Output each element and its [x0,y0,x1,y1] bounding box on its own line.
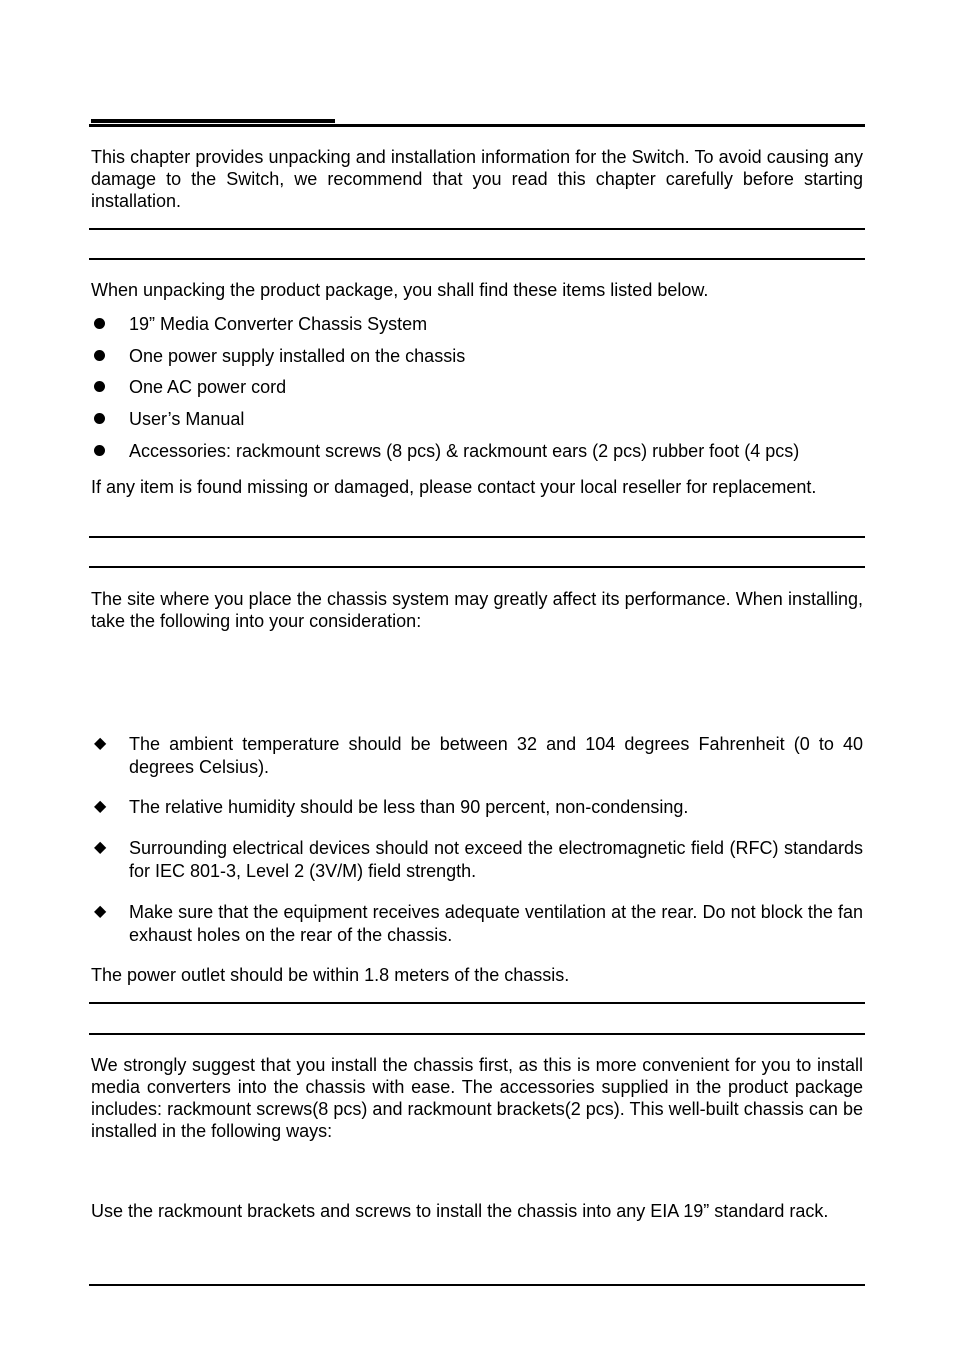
section-rule-top [89,228,865,230]
filled-circle-bullet-icon [94,413,105,424]
power-outlet-note: The power outlet should be within 1.8 meters of the chassis. [91,965,570,985]
list-item-text: Make sure that the equipment receives adequate ventilation at the rear. Do not block the fan exhaust holes on the rear of the chassis. [129,902,863,945]
list-item-text: One power supply installed on the chassis [129,346,466,366]
filled-circle-bullet-icon [94,318,105,329]
section-rule-bottom [89,566,865,568]
list-item-text: Surrounding electrical devices should not exceed the electromagnetic field (RFC) standards for IEC 801-3, Level 2 (3V/M) field strength. [129,838,863,881]
diamond-bullet-icon: ◆ [94,903,107,920]
chapter-heading-rule [89,124,865,127]
site-intro: The site where you place the chassis system may greatly affect its performance. When installing, take the following into your consideration: [91,589,863,631]
filled-circle-bullet-icon [94,381,105,392]
list-item-text: Accessories: rackmount screws (8 pcs) & rackmount ears (2 pcs) rubber foot (4 pcs) [129,441,800,461]
filled-circle-bullet-icon [94,350,105,361]
chapter-heading-underline [91,119,335,123]
list-item-text: User’s Manual [129,409,245,429]
package-note: If any item is found missing or damaged, please contact your local reseller for replacement. [91,477,817,497]
chapter-intro: This chapter provides unpacking and installation information for the Switch. To avoid causing any damage to the Switch, we recommend that you read this chapter carefully before starting installation. [91,147,863,211]
section-rule-top [89,1002,865,1004]
list-item-text: The relative humidity should be less than 90 percent, non-condensing. [129,797,689,817]
list-item [91,408,863,432]
install-intro: We strongly suggest that you install the chassis first, as this is more convenient for you to install media converters into the chassis with ease. The accessories supplied in the product package includes: rackmount screws(8 pcs) and rackmount brackets(2 pcs). This well-built chassis can be installed in the following ways: [91,1055,863,1141]
list-item [91,345,863,369]
filled-circle-bullet-icon [94,445,105,456]
diamond-bullet-icon: ◆ [94,839,107,856]
diamond-bullet-icon: ◆ [94,798,107,815]
list-item [91,837,863,883]
list-item-text: 19” Media Converter Chassis System [129,314,428,334]
page-footer-rule [89,1284,865,1286]
diamond-bullet-icon: ◆ [94,735,107,752]
list-item-text: The ambient temperature should be between 32 and 104 degrees Fahrenheit (0 to 40 degrees Celsius). [129,734,863,777]
list-item [91,901,863,947]
list-item [91,733,863,779]
section-rule-bottom [89,1033,865,1035]
package-intro: When unpacking the product package, you shall find these items listed below. [91,280,709,300]
list-item [91,376,863,400]
list-item [91,440,863,464]
list-item-text: One AC power cord [129,377,287,397]
section-rule-top [89,536,865,538]
rack-mount-text: Use the rackmount brackets and screws to install the chassis into any EIA 19” standard rack. [91,1201,829,1221]
section-rule-bottom [89,258,865,260]
list-item [91,313,863,337]
list-item [91,796,863,819]
